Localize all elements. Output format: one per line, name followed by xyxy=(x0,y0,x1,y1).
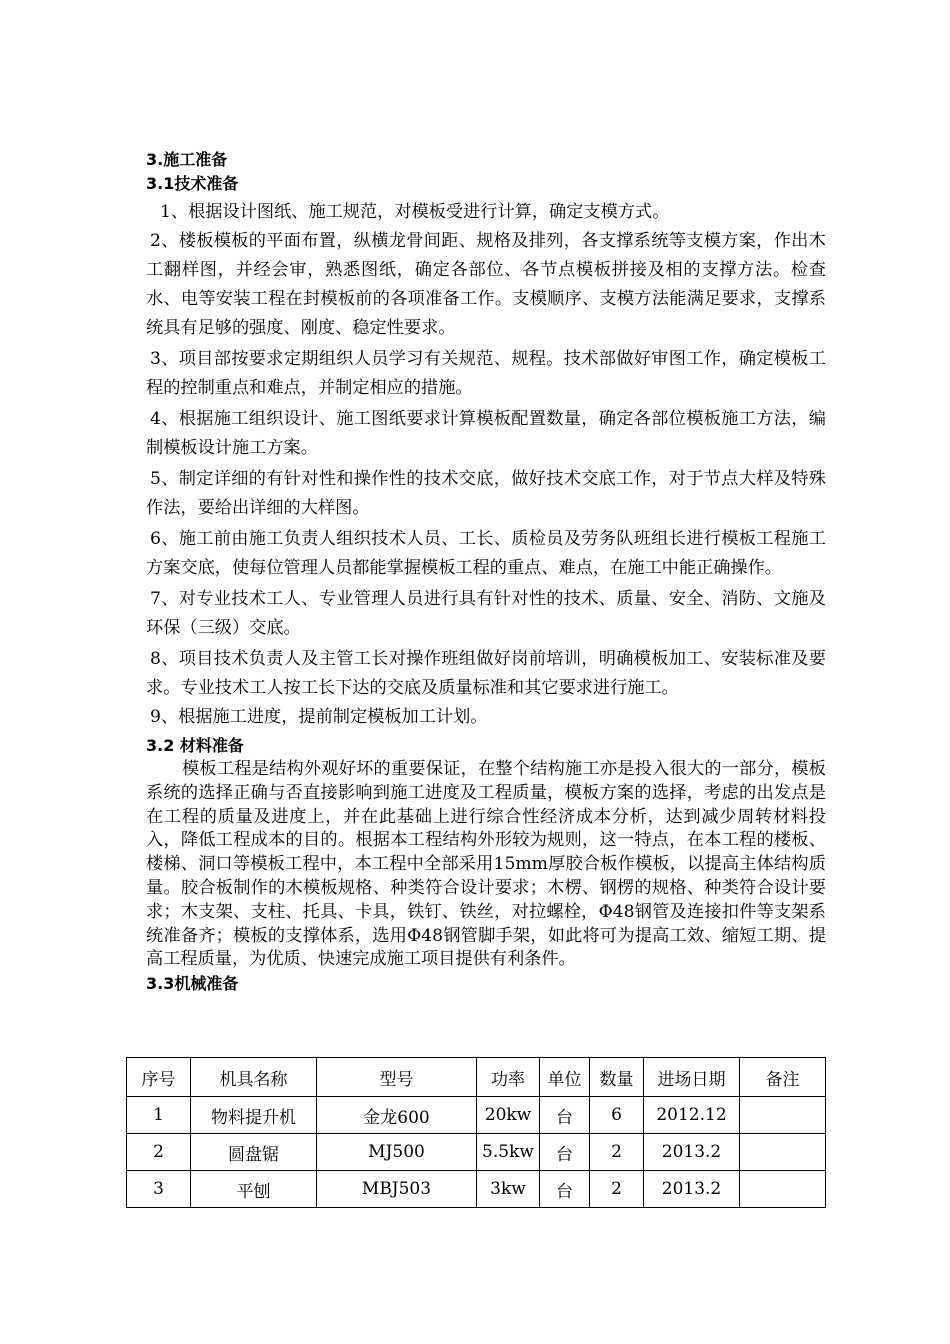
table-cell xyxy=(740,1097,826,1134)
header-cell: 型号 xyxy=(317,1058,477,1097)
tech-item-9: 9、根据施工进度，提前制定模板加工计划。 xyxy=(150,707,488,727)
table-cell: 2012.12 xyxy=(644,1097,740,1134)
table-cell: 3 xyxy=(127,1171,191,1208)
table-cell: 台 xyxy=(540,1134,590,1171)
table-cell: 台 xyxy=(540,1171,590,1208)
header-cell: 单位 xyxy=(540,1058,590,1097)
table-cell: 2013.2 xyxy=(644,1171,740,1208)
table-cell xyxy=(740,1171,826,1208)
header-cell: 备注 xyxy=(740,1058,826,1097)
section-content xyxy=(146,148,826,996)
table-cell: MJ500 xyxy=(317,1134,477,1171)
material-paragraph: 模板工程是结构外观好坏的重要保证，在整个结构施工亦是投入很大的一部分，模板系统的选择正确与否直接影响到施工进度及工程质量，模板方案的选择，考虑的出发点是在工程的质量及进度上，并在此基础上进行综合性经济成本分析，达到减少周转材料投入，降低工程成本的目的。根据本工程结构外形较为规则，这一特点，在本工程的楼板、楼梯、洞口等模板工程中，本工程中全部采用15mm厚胶合板作模板，以提高主体结构质量。胶合板制作的木模板规格、种类符合设计要求；木楞、钢楞的规格、种类符合设计要求；木支架、支柱、托具、卡具，铁钉、铁丝，对拉螺栓，Φ48钢管及连接扣件等支架系统准备齐；模板的支撑体系，选用Φ48钢管脚手架，如此将可为提高工效、缩短工期、提高工程质量，为优质、快速完成施工项目提供有利条件。 xyxy=(146,759,826,970)
table-header-row xyxy=(127,1058,826,1097)
tech-item-6: 6、施工前由施工负责人组织技术人员、工长、质检员及劳务队班组长进行模板工程施工方案交底，使每位管理人员都能掌握模板工程的重点、难点，在施工中能正确操作。 xyxy=(146,529,826,578)
table-cell: 物料提升机 xyxy=(191,1097,317,1134)
tech-item-3: 3、项目部按要求定期组织人员学习有关规范、规程。技术部做好审图工作，确定模板工程的控制重点和难点，并制定相应的措施。 xyxy=(146,349,826,398)
table-cell: 金龙600 xyxy=(317,1097,477,1134)
table-cell: 1 xyxy=(127,1097,191,1134)
table-cell: 5.5kw xyxy=(477,1134,540,1171)
header-cell: 进场日期 xyxy=(644,1058,740,1097)
subsection-title-material: 3.2 材料准备 xyxy=(146,736,244,755)
table-cell: 2013.2 xyxy=(644,1134,740,1171)
tech-item-5: 5、制定详细的有针对性和操作性的技术交底，做好技术交底工作，对于节点大样及特殊作法，要给出详细的大样图。 xyxy=(146,469,826,518)
tech-item-8: 8、项目技术负责人及主管工长对操作班组做好岗前培训，明确模板加工、安装标准及要求。专业技术工人按工长下达的交底及质量标准和其它要求进行施工。 xyxy=(146,649,826,698)
subsection-title-machinery: 3.3机械准备 xyxy=(146,974,239,994)
subsection-title-tech: 3.1技术准备 xyxy=(146,174,239,193)
tech-item-2: 2、楼板模板的平面布置，纵横龙骨间距、规格及排列，各支撑系统等支模方案，作出木工翻样图，并经会审，熟悉图纸，确定各部位、各节点模板拼接及相的支撑方法。检查水、电等安装工程在封模板前的各项准备工作。支模顺序、支模方法能满足要求，支撑系统具有足够的强度、刚度、稳定性要求。 xyxy=(146,231,826,338)
section-title: 3.施工准备 xyxy=(146,150,228,169)
table-cell: 6 xyxy=(590,1097,644,1134)
table-cell: 20kw xyxy=(477,1097,540,1134)
header-cell: 功率 xyxy=(477,1058,540,1097)
table-cell: 2 xyxy=(590,1134,644,1171)
tech-item-4: 4、根据施工组织设计、施工图纸要求计算模板配置数量，确定各部位模板施工方法，编制模板设计施工方案。 xyxy=(146,409,826,458)
table-cell: 3kw xyxy=(477,1171,540,1208)
table-cell: MBJ503 xyxy=(317,1171,477,1208)
tech-item-1: 1、根据设计图纸、施工规范，对模板受进行计算，确定支模方式。 xyxy=(160,202,670,222)
table-cell: 2 xyxy=(127,1134,191,1171)
table-row xyxy=(127,1097,826,1134)
table-cell: 2 xyxy=(590,1171,644,1208)
header-cell: 机具名称 xyxy=(191,1058,317,1097)
table-cell: 台 xyxy=(540,1097,590,1134)
table-cell: 圆盘锯 xyxy=(191,1134,317,1171)
table-row xyxy=(127,1134,826,1171)
header-cell: 序号 xyxy=(127,1058,191,1097)
table-row xyxy=(127,1171,826,1208)
machinery-table xyxy=(126,1057,826,1208)
table-cell xyxy=(740,1134,826,1171)
table-cell: 平刨 xyxy=(191,1171,317,1208)
tech-item-7: 7、对专业技术工人、专业管理人员进行具有针对性的技术、质量、安全、消防、文施及环保（三级）交底。 xyxy=(146,589,826,638)
header-cell: 数量 xyxy=(590,1058,644,1097)
